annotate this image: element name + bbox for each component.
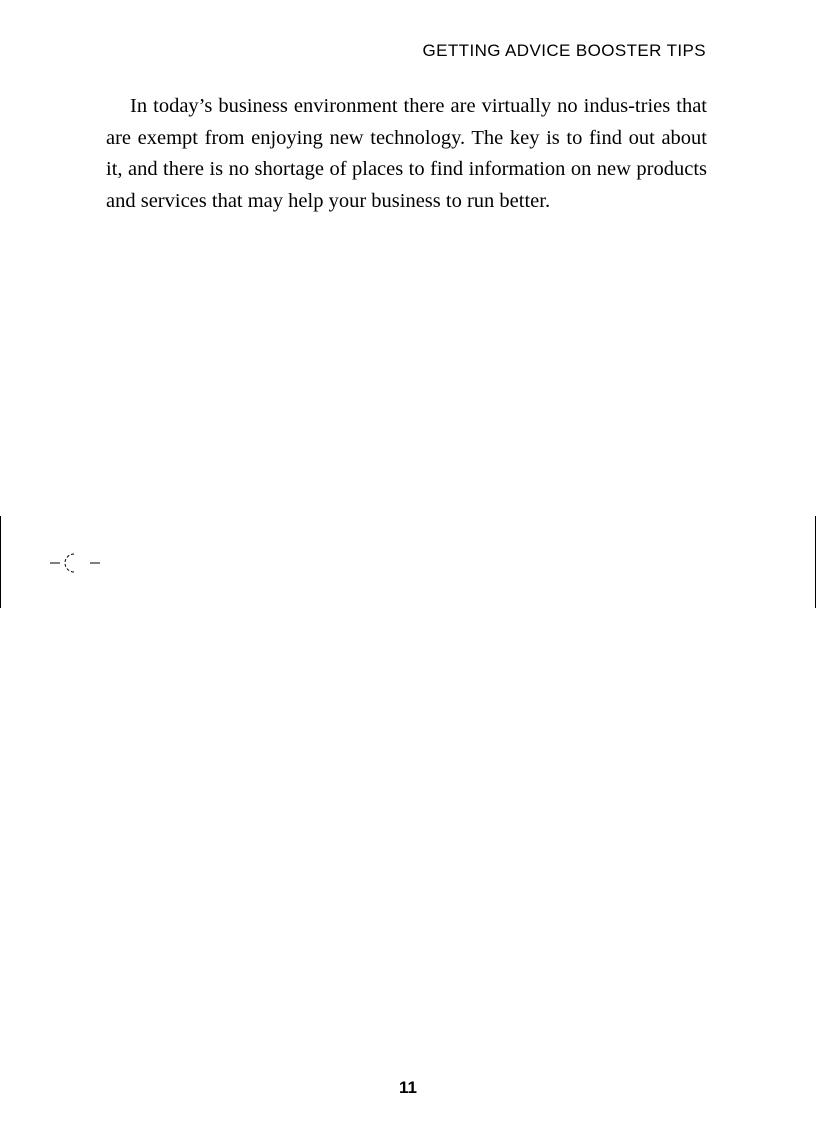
crop-mark-left xyxy=(0,516,1,608)
body-paragraph: In today’s business environment there are virtually no indus-tries that are exempt from enjoying new technology. The key is to find out about it, and there is no shortage of places to find information on new products and services that may help your business to run better. xyxy=(106,95,707,212)
running-header: GETTING ADVICE BOOSTER TIPS xyxy=(422,41,706,60)
page-number: 11 xyxy=(399,1078,417,1097)
registration-mark-icon xyxy=(48,550,106,576)
